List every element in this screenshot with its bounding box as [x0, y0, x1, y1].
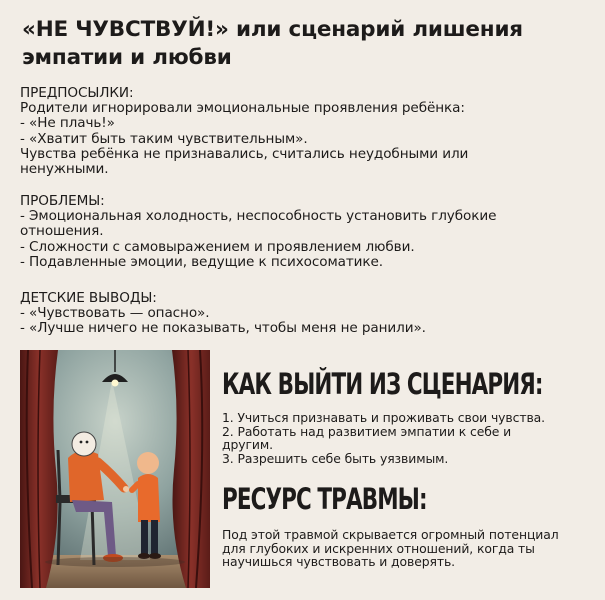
problems-section	[20, 194, 592, 270]
problems-line: - Эмоциональная холодность, неспособность установить глубокие отношения.	[20, 208, 497, 240]
conclusions-line: - «Лучше ничего не показывать, чтобы меня не ранили».	[20, 320, 426, 337]
prerequisites-line: Родители игнорировали эмоциональные проявления ребёнка:	[20, 100, 465, 117]
problems-line: - Сложности с самовыражением и проявлением любви.	[20, 238, 415, 255]
problems-heading: ПРОБЛЕМЫ:	[20, 193, 105, 209]
title-line-2: эмпатии и любви	[22, 45, 232, 70]
prerequisites-line: - «Не плачь!»	[20, 115, 115, 132]
illustration-svg	[20, 350, 210, 588]
therapy-illustration	[20, 350, 210, 588]
how-to-exit-heading: КАК ВЫЙТИ ИЗ СЦЕНАРИЯ:	[222, 367, 543, 401]
conclusions-line: - «Чувствовать — опасно».	[20, 305, 210, 322]
title-line-1: «НЕ ЧУВСТВУЙ!» или сценарий лишения	[22, 17, 523, 42]
step-item: 3. Разрешить себе быть уязвимым.	[222, 450, 449, 466]
prerequisites-line: Чувства ребёнка не признавались, считались неудобными или ненужными.	[20, 145, 469, 178]
step-item: 2. Работать над развитием эмпатии к себе и другим.	[222, 423, 512, 453]
prerequisites-heading: ПРЕДПОСЫЛКИ:	[20, 85, 134, 101]
how-to-exit-steps	[222, 411, 582, 465]
prerequisites-section	[20, 86, 592, 177]
step-item: 1. Учиться признавать и проживать свои чувства.	[222, 410, 545, 425]
conclusions-heading: ДЕТСКИЕ ВЫВОДЫ:	[20, 290, 157, 306]
prerequisites-line: - «Хватит быть таким чувствительным».	[20, 130, 308, 147]
conclusions-section	[20, 291, 592, 337]
trauma-resource-text: Под этой травмой скрывается огромный потенциал для глубоких и искренних отношений, когда ты научишься чувствовать и доверять.	[222, 527, 559, 570]
problems-line: - Подавленные эмоции, ведущие к психосоматике.	[20, 253, 384, 270]
page-title	[22, 16, 592, 72]
trauma-resource-heading: РЕСУРС ТРАВМЫ:	[222, 482, 427, 516]
